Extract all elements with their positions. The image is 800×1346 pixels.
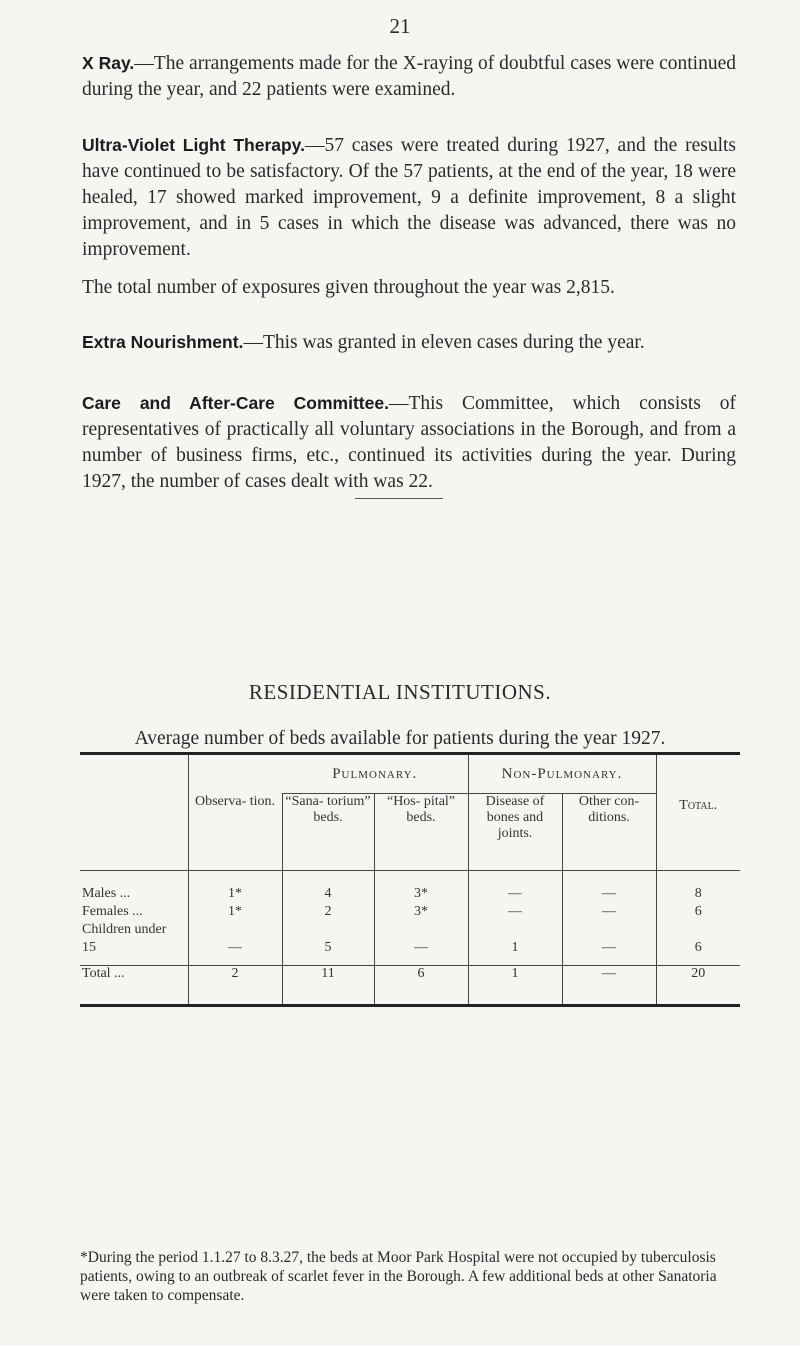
group-header-non-pulmonary: Non-Pulmonary.: [468, 754, 656, 794]
footnote: *During the period 1.1.27 to 8.3.27, the beds at Moor Park Hospital were not occupied by tuberculosis patients, owing to an outbreak of scarlet fever in the Borough. A few additional beds at other Sanatoria were taken to compensate.: [80, 1249, 717, 1304]
table-row: [80, 921, 740, 966]
total-observation: 2: [188, 965, 282, 1005]
text-extra-nourishment: —This was granted in eleven cases during the year.: [243, 332, 645, 353]
row-label: Males ...: [82, 885, 131, 901]
row-label: Females ...: [82, 903, 143, 919]
cell-sanatorium: 4: [282, 870, 374, 903]
section-title: RESIDENTIAL INSTITUTIONS.: [248, 680, 552, 704]
column-header-total: Total.: [656, 794, 740, 871]
header-total-top: [656, 754, 740, 794]
total-hospital: 6: [374, 965, 468, 1005]
cell-other: —: [562, 903, 656, 921]
column-header-bones-joints: Disease of bones and joints.: [468, 794, 562, 871]
cell-sanatorium: 2: [282, 903, 374, 921]
column-header-sanatorium: “Sana- torium” beds.: [282, 794, 374, 871]
column-header-hospital: “Hos- pital” beds.: [374, 794, 468, 871]
cell-observation: —: [188, 921, 282, 966]
cell-bones: —: [468, 870, 562, 903]
table-row: [80, 870, 740, 903]
table-row: [80, 903, 740, 921]
cell-total: 6: [656, 903, 740, 921]
heading-ultra-violet: Ultra-Violet Light Therapy.: [82, 135, 305, 155]
total-label: Total ...: [80, 965, 188, 1005]
cell-sanatorium: 5: [282, 921, 374, 966]
text-x-ray: —The arrangements made for the X-raying of doubtful cases were continued during the year, and 22 patients were examined.: [82, 53, 737, 100]
total-sanatorium: 11: [282, 965, 374, 1005]
cell-bones: 1: [468, 921, 562, 966]
cell-hospital: —: [374, 921, 468, 966]
cell-total: 8: [656, 870, 740, 903]
paragraph-extra-nourishment: [82, 329, 736, 356]
section-divider: [355, 498, 443, 499]
section-subtitle: Average number of beds available for patients during the year 1927.: [134, 728, 666, 749]
cell-hospital: 3*: [374, 870, 468, 903]
heading-x-ray: X Ray.: [82, 53, 135, 73]
total-other: —: [562, 965, 656, 1005]
header-blank: [80, 754, 188, 794]
text-exposures: The total number of exposures given throughout the year was 2,815.: [82, 277, 615, 298]
cell-observation: 1*: [188, 870, 282, 903]
column-header-other-conditions: Other con- ditions.: [562, 794, 656, 871]
total-bones: 1: [468, 965, 562, 1005]
header-label-blank: [80, 794, 188, 871]
paragraph-x-ray: [82, 50, 736, 103]
cell-other: —: [562, 870, 656, 903]
cell-observation: 1*: [188, 903, 282, 921]
column-header-observation: Observa- tion.: [188, 794, 282, 871]
cell-total: 6: [656, 921, 740, 966]
page-number: 21: [389, 14, 411, 38]
cell-other: —: [562, 921, 656, 966]
total-total: 20: [656, 965, 740, 1005]
text-after-care: —This Committee, which consists of representatives of practically all voluntary associations in the Borough, and from a number of business firms, etc., continued its activities during the year. During 1927, the number of cases dealt with was 22.: [82, 393, 736, 492]
beds-table: [80, 752, 740, 1007]
cell-hospital: 3*: [374, 903, 468, 921]
heading-extra-nourishment: Extra Nourishment.: [82, 332, 244, 352]
row-label: Children under 15: [82, 921, 167, 955]
cell-bones: —: [468, 903, 562, 921]
paragraph-exposures: [82, 275, 736, 301]
group-header-pulmonary: Pulmonary.: [282, 754, 468, 794]
paragraph-after-care: [82, 390, 736, 495]
header-observation-top: [188, 754, 282, 794]
paragraph-ultra-violet: [82, 132, 736, 263]
text-ultra-violet: —57 cases were treated during 1927, and the results have continued to be satisfactory. Of the 57 patients, at the end of the year, 18 were healed, 17 showed marked improvement, 9 a definite improvement, 8 a slight improvement, and in 5 cases in which the disease was advanced, there was no improvement.: [82, 135, 737, 260]
heading-after-care: Care and After-Care Committee.: [82, 393, 389, 413]
table-total-row: [80, 965, 740, 1005]
